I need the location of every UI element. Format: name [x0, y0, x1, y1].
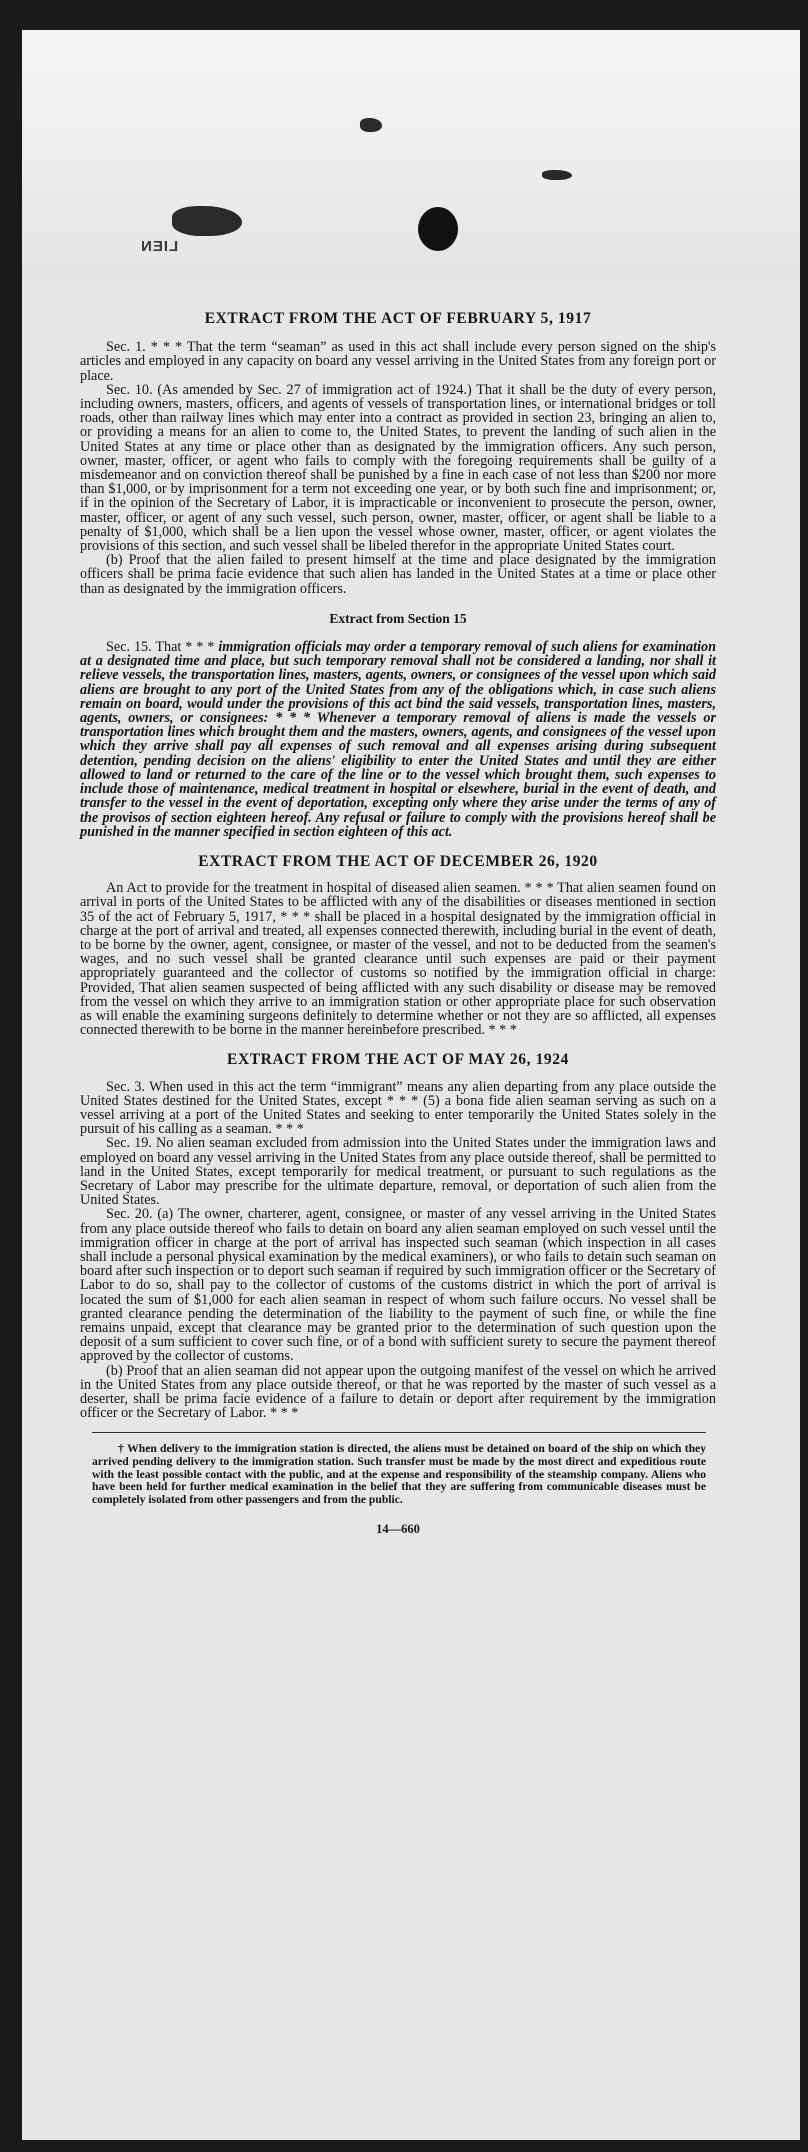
heading-act-1917: EXTRACT FROM THE ACT OF FEBRUARY 5, 1917 [204, 310, 592, 327]
section-15-body: immigration officials may order a temporary removal of such aliens for examination at a designated time and place, but such temporary removal shall not be considered a landing, nor shall it relieve vessels, the transportation lines, masters, agents, owners, or consignees of the vessel upon which said aliens are brought to any port of the United States from any of the obligations which, in case such aliens remain on board, would under the provisions of this act bind the said vessels, transportation lines, masters, agents, owners, or consignees: * * * Whenever a temporary removal of aliens is made the vessels or transportation lines which brought them and the masters, owners, agents, and consignees of the vessel upon which they arrive shall pay all expenses of such removal and all expenses arising during subsequent detention, pending decision on the aliens' eligibility to enter the United States and until they are either allowed to land or returned to the care of the line or to the vessel which brought them, such expenses to include those of maintenance, medical treatment in hospital or elsewhere, burial in the event of death, and transfer to the vessel in the event of deportation, excepting only where they arise under the terms of any of the provisos of section eighteen hereof. Any refusal or failure to comply with the provisions hereof shall be punished in the manner specified in section eighteen of this act. [80, 639, 716, 840]
torn-paper-mark [172, 206, 242, 236]
paragraph: Sec. 20. (a) The owner, charterer, agent, consignee, or master of any vessel arriving in the United States from any place outside thereof who fails to detain on board any alien seaman employed on such vessel until the immigration officer in charge at the port of arrival has inspected such seaman (which inspection in all cases shall include a personal physical examination by the medical examiners), or who fails to detain such seaman on board after such inspection or to deport such seaman if required by such immigration officer or the Secretary of Labor to do so, shall pay to the collector of customs of the customs district in which the port of arrival is located the sum of $1,000 for each alien seaman in respect of whom such failure occurs. No vessel shall be granted clearance pending the determination of the liability to the payment of such fine, or while the fine remains unpaid, except that clearance may be granted prior to the determination of such question upon the deposit of a sum sufficient to cover such fine, or of a bond with sufficient surety to secure the payment thereof approved by the collector of customs. [80, 1206, 716, 1365]
paragraph: (b) Proof that the alien failed to present himself at the time and place designated by the immigration officers shall be prima facie evidence that such alien has landed in the United States at a time or place other than as designated by the immigration officers. [80, 552, 716, 597]
paragraph: Sec. 19. No alien seaman excluded from admission into the United States under the immigration laws and employed on board any vessel arriving in the United States from any place outside thereof, shall be permitted to land in the United States, except temporarily for medical treatment, or pursuant to such regulations as the Secretary of Labor may prescribe for the ultimate departure, removal, or deportation of such alien from the United States. [80, 1135, 716, 1209]
punch-hole [418, 207, 458, 251]
paragraph: An Act to provide for the treatment in hospital of diseased alien seamen. * * * That alien seamen found on arrival in ports of the United States to be afflicted with any of the disabilities or diseases mentioned in section 35 of the act of February 5, 1917, * * * shall be placed in a hospital designated by the immigration official in charge at the port of arrival and treated, all expenses connected therewith, including burial in the event of death, to be borne by the owner, agent, consignee, or master of the vessel, and not to be deducted from the seamen's wages, and no such vessel shall be granted clearance until such expenses are paid or their payment appropriately guaranteed and the collector of customs so notified by the immigration official in charge: Provided, That alien seamen suspected of being afflicted with any such disability or disease may be removed from the vessel on which they arrive to an immigration station or other appropriate place for such observation as will enable the examining surgeons definitely to determine whether or not they are so afflicted, all expenses connected therewith to be borne in the manner hereinbefore prescribed. * * * [80, 880, 716, 1039]
torn-paper-mark [542, 170, 572, 180]
page-number: 14—660 [376, 1522, 420, 1537]
torn-paper-mark [360, 118, 382, 132]
stamp-mark: LIEN [140, 238, 179, 255]
heading-act-1920: EXTRACT FROM THE ACT OF DECEMBER 26, 1920 [198, 852, 598, 870]
paragraph: Sec. 10. (As amended by Sec. 27 of immigration act of 1924.) That it shall be the duty of every person, including owners, masters, officers, and agents of vessels of transportation lines, or international bridges or toll roads, other than railway lines which may enter into a contract as provided in section 23, bringing an alien to, or providing a means for an alien to come to, the United States, to prevent the landing of such alien in the United States at any time or place other than as designated by the immigration officers. Any such person, owner, master, officer, or agent who fails to comply with the foregoing requirements shall be guilty of a misdemeanor and on conviction thereof shall be punished by a fine in each case of not less than $200 nor more than $1,000, or by imprisonment for a term not exceeding one year, or by both such fine and imprisonment; or, if in the opinion of the Secretary of Labor, it is impracticable or inconvenient to prosecute the person, owner, master, officer, or agent of any such vessel, such person, owner, master, officer, or agent shall be liable to a penalty of $1,000, which shall be a lien upon the vessel whose owner, master, officer, or agent violates the provisions of this section, and such vessel shall be libeled therefor in the appropriate United States court. [80, 381, 716, 555]
paragraph: Sec. 1. * * * That the term “seaman” as used in this act shall include every person signed on the ship's articles and employed in any capacity on board any vessel arriving in the United States from any foreign port or place. [80, 339, 716, 384]
paragraph-section-15 [80, 640, 716, 839]
document-page [22, 30, 800, 2140]
heading-section-15: Extract from Section 15 [329, 610, 467, 626]
document-content [80, 312, 716, 1537]
section-15-lead: Sec. 15. That * * * [106, 639, 219, 656]
footnote [92, 1443, 706, 1506]
footnote-text: † When delivery to the immigration station is directed, the aliens must be detained on board of the ship on which they arrived pending delivery to the immigration station. Such transfer must be made by the most direct and expeditious route with the least possible contact with the public, and at the expense and responsibility of the steamship company. Aliens who have been held for further medical examination in the belief that they are suffering from communicable diseases must be completely isolated from other passengers and from the public. [92, 1442, 706, 1506]
paragraph: Sec. 3. When used in this act the term “immigrant” means any alien departing from any place outside the United States destined for the United States, except * * * (5) a bona fide alien seaman serving as such on a vessel arriving at a port of the United States and seeking to enter temporarily the United States solely in the pursuit of his calling as a seaman. * * * [80, 1078, 716, 1138]
paragraph: (b) Proof that an alien seaman did not appear upon the outgoing manifest of the vessel on which he arrived in the United States from any place outside thereof, or that he was reported by the master of such vessel as a deserter, shall be prima facie evidence of a failure to detain or deport after requirement by the immigration officer or the Secretary of Labor. * * * [80, 1362, 716, 1422]
torn-top-edge [22, 30, 800, 280]
heading-act-1924: EXTRACT FROM THE ACT OF MAY 26, 1924 [227, 1051, 569, 1069]
